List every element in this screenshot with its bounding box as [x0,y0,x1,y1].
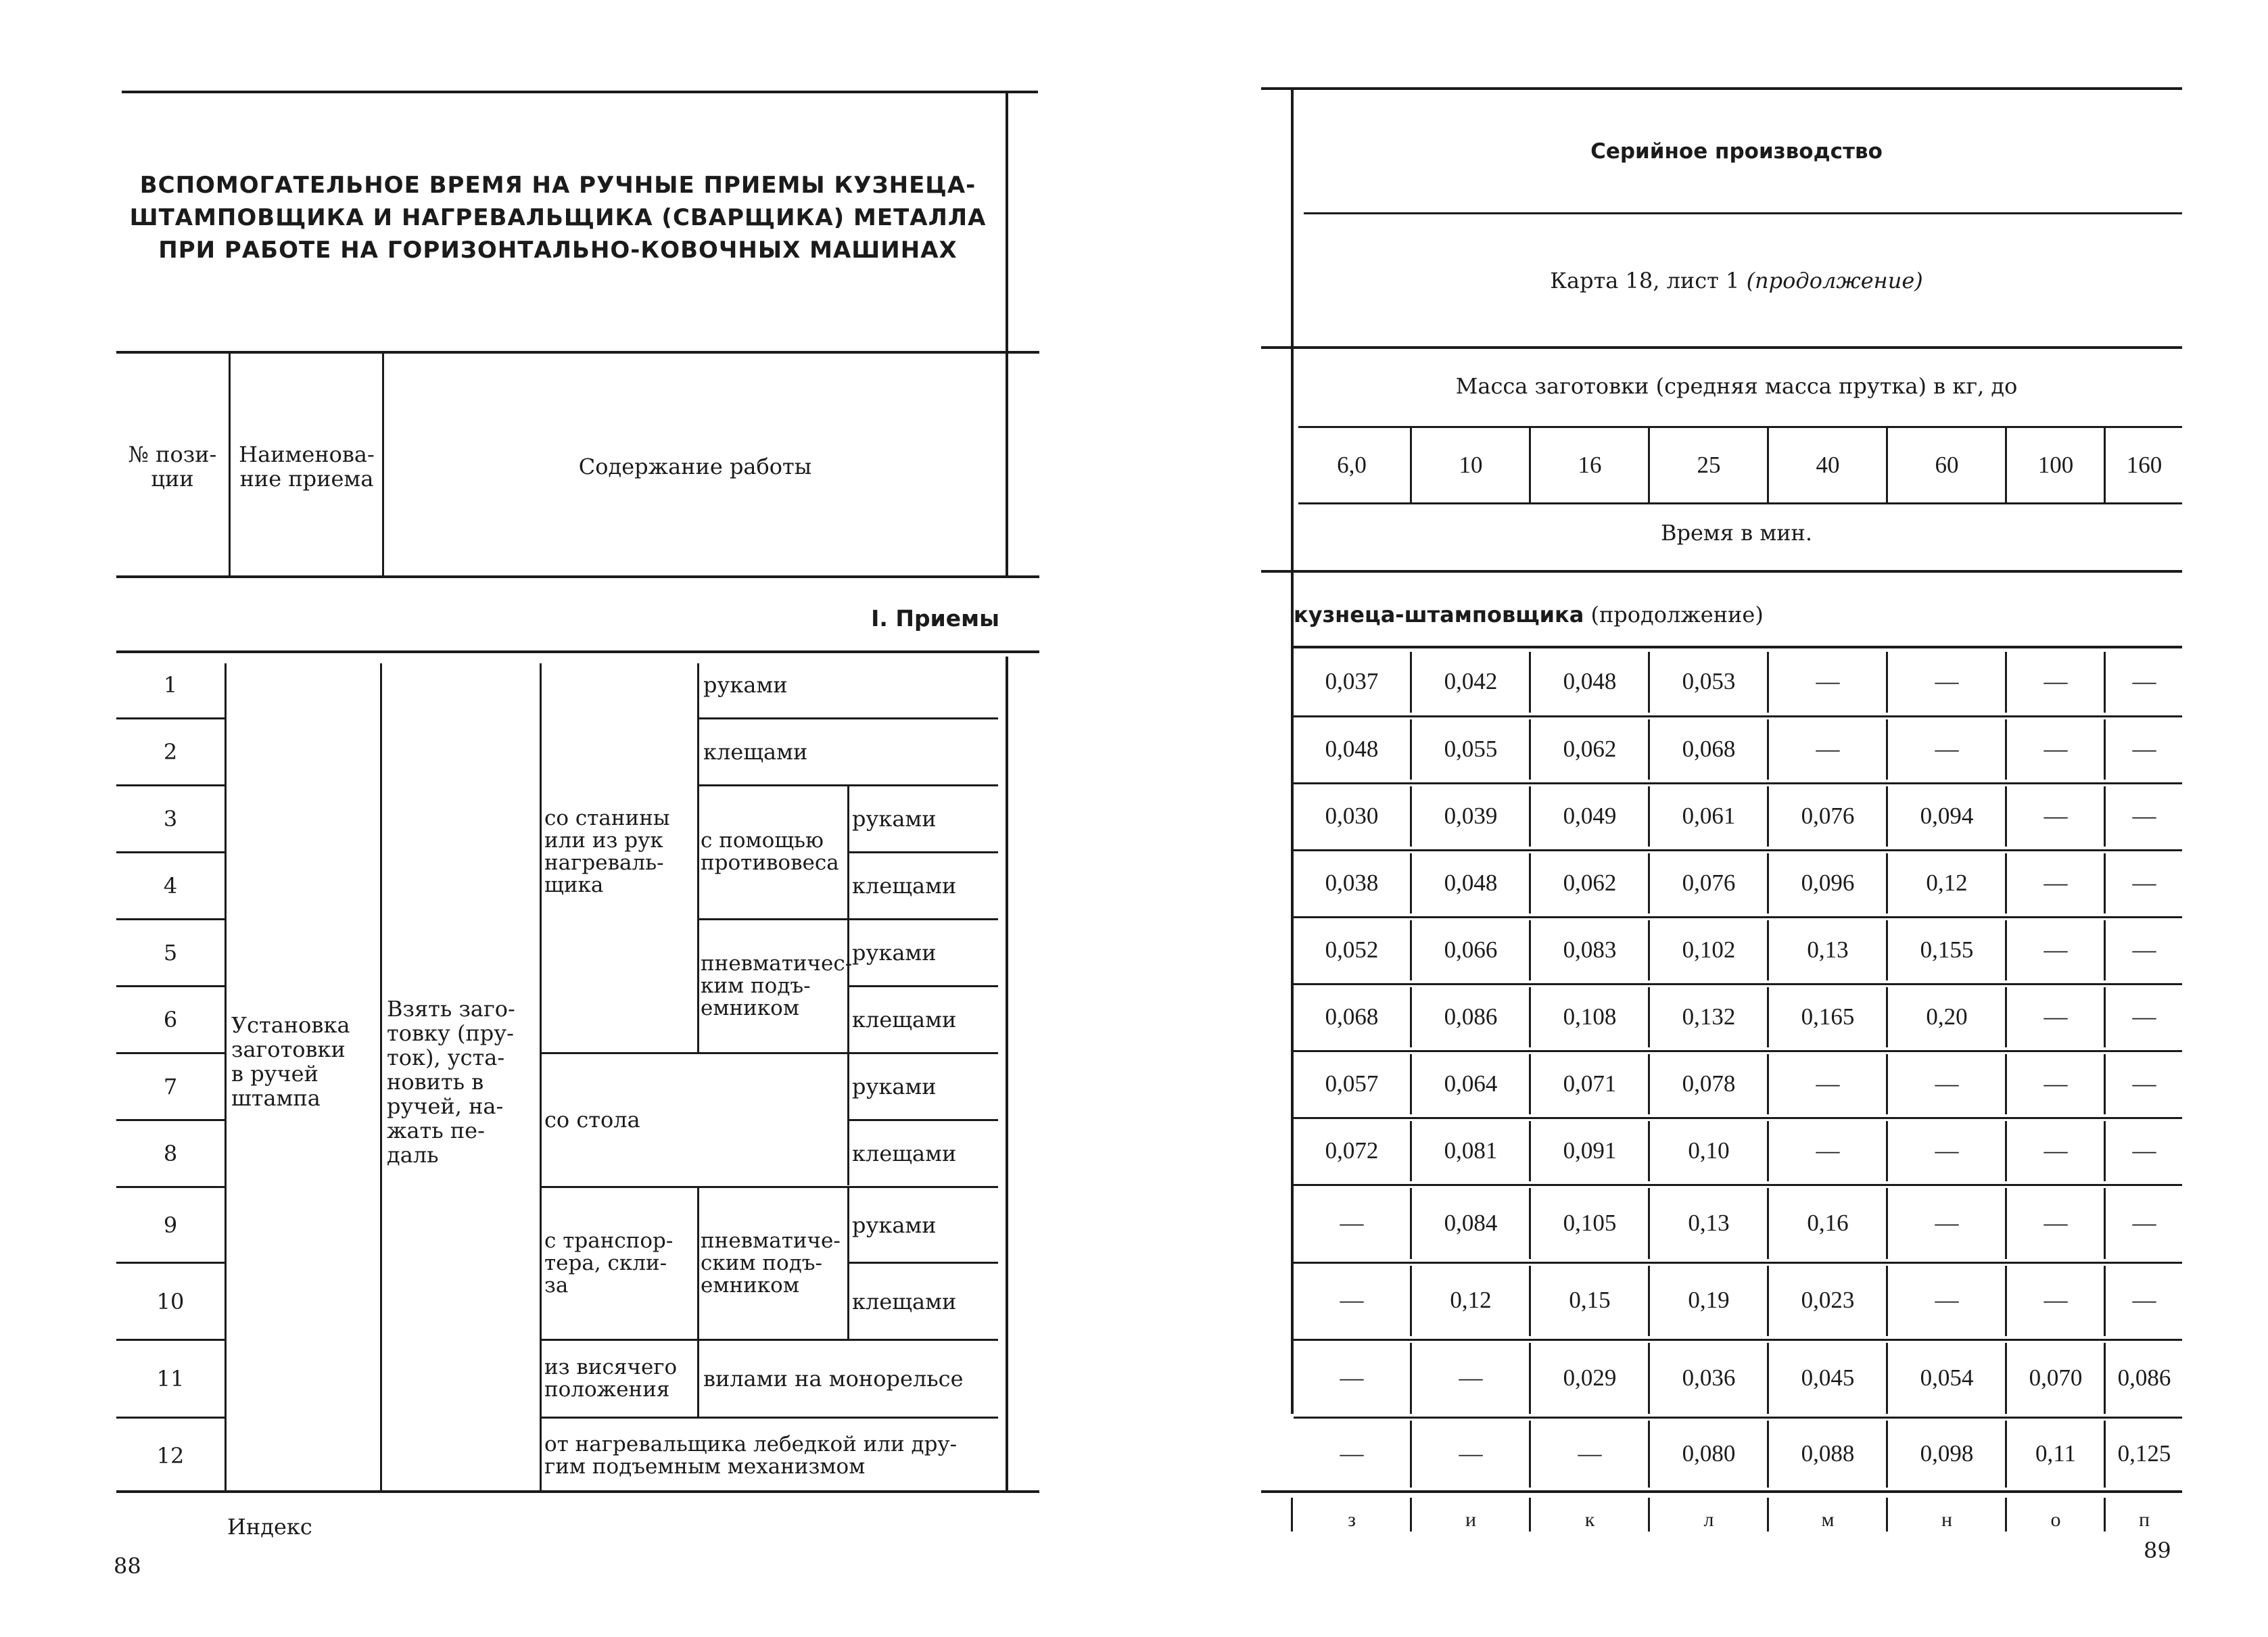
column-rule [2104,1421,2106,1488]
mass-value: 16 [1578,452,1602,478]
column-rule [1410,652,1412,713]
time-label: Время в мин. [1660,520,1813,546]
time-value: — [2132,668,2156,694]
column-rule [2005,719,2007,780]
column-rule [1529,1266,1531,1336]
mass-col-rule [1648,428,1650,502]
column-rule [1410,1188,1412,1259]
column-rule [2005,1121,2007,1181]
card-number: Карта 18, лист 1 [1550,268,1740,293]
time-value: — [2132,1137,2156,1164]
index-col-rule [1767,1498,1769,1532]
row-number: 5 [163,940,178,966]
column-rule [1529,1188,1531,1259]
sub-pneumatic-lift-2: пневматиче- ским подъ- емником [701,1228,841,1298]
time-value: — [2043,735,2068,762]
time-value: 0,13 [1807,936,1849,963]
column-rule [1767,853,1769,914]
sub-from-table: со стола [544,1107,640,1133]
column-rule [2104,987,2106,1047]
column-rule [1648,1054,1650,1114]
time-value: — [2132,735,2156,762]
column-rule [2104,652,2106,713]
table-top-rule [116,650,1039,653]
column-rule [1767,1421,1769,1488]
time-value: 0,070 [2029,1364,2083,1391]
column-rule [1767,719,1769,780]
column-rule [1767,1121,1769,1181]
time-value: — [2132,802,2156,829]
time-value: 0,080 [1682,1440,1736,1467]
time-value: 0,078 [1682,1070,1736,1097]
column-rule [1648,1188,1650,1259]
sub-pneumatic-lift: пневматичес- ким подъ- емником [701,951,853,1020]
col-rule-2 [380,663,382,1490]
column-rule [2005,853,2007,914]
time-value: — [2132,869,2156,896]
time-value: 0,039 [1444,802,1498,829]
index-col-rule [1886,1498,1888,1532]
time-value: 0,072 [1325,1137,1379,1164]
header-top-rule [116,351,1039,354]
time-value: 0,068 [1682,735,1736,762]
index-letter: и [1465,1509,1477,1531]
time-value: 0,125 [2117,1440,2171,1467]
col-rule-3 [540,663,542,1490]
index-col-rule [1410,1498,1412,1532]
column-rule [1767,1188,1769,1259]
method-by-hands: руками [852,940,937,966]
column-rule [1886,652,1888,713]
time-value: — [1459,1440,1483,1467]
column-rule [2104,786,2106,847]
time-value: 0,048 [1563,668,1617,694]
time-value: 0,091 [1563,1137,1617,1164]
top-rule [122,91,1038,93]
index-letter: п [2138,1509,2150,1531]
time-value: 0,088 [1801,1440,1855,1467]
column-rule [1410,920,1412,980]
top-rule-right [1261,87,2182,90]
mass-col-rule [1529,428,1531,502]
rule [1261,346,2182,349]
header-divider-1 [229,351,231,575]
column-rule [2005,1421,2007,1488]
section-label: I. Приемы [871,605,999,632]
time-value: 0,071 [1563,1070,1617,1097]
time-value: — [1935,1137,1959,1164]
column-rule [1886,920,1888,980]
column-rule [2104,853,2106,914]
rule [1298,502,2182,504]
time-value: 0,042 [1444,668,1498,694]
column-rule [1529,719,1531,780]
header-divider-2 [382,351,384,575]
method-by-tongs: клещами [852,1141,957,1166]
column-rule [1886,1421,1888,1488]
time-value: 0,062 [1563,869,1617,896]
column-rule [1529,1343,1531,1414]
time-value: — [2043,1209,2068,1236]
time-value: — [1816,668,1840,694]
page-title: ВСПОМОГАТЕЛЬНОЕ ВРЕМЯ НА РУЧНЫЕ ПРИЕМЫ КУЗНЕЦА-ШТАМПОВЩИКА И НАГРЕВАЛЬЩИКА (СВАРЩИКА) МЕТАЛЛА ПРИ РАБОТЕ НА ГОРИЗОНТАЛЬНО-КОВОЧНЫХ МАШИНАХ [129,172,987,264]
column-rule [1886,1266,1888,1336]
method-by-tongs: клещами [703,739,808,765]
time-value: — [2043,869,2068,896]
time-value: 0,10 [1688,1137,1730,1164]
time-value: — [1340,1364,1364,1391]
time-value: 0,037 [1325,668,1379,694]
header-position-number: № пози- ции [128,442,217,492]
time-value: — [2043,668,2068,694]
column-rule [1886,1343,1888,1414]
time-value: — [1340,1440,1364,1467]
column-rule [1410,786,1412,847]
time-value: 0,030 [1325,802,1379,829]
column-rule [1410,719,1412,780]
section-continuation-tail: (продолжение) [1590,602,1764,627]
column-rule [1767,652,1769,713]
time-value: — [1816,1137,1840,1164]
column-rule [2104,920,2106,980]
column-rule [1648,1121,1650,1181]
time-value: 0,102 [1682,936,1736,963]
column-rule [1529,786,1531,847]
time-value: 0,083 [1563,936,1617,963]
time-value: — [1935,1070,1959,1097]
column-rule [1767,1343,1769,1414]
mass-value: 25 [1697,452,1721,478]
column-rule [1886,1121,1888,1181]
method-by-hands: руками [852,1074,937,1099]
column-rule [1886,987,1888,1047]
method-by-hands: руками [852,806,937,832]
sub-hanging-position: из висячего положения [544,1355,678,1402]
mass-value: 6,0 [1337,452,1367,478]
time-value: 0,132 [1682,1003,1736,1030]
column-rule [2005,652,2007,713]
time-value: 0,076 [1801,802,1855,829]
time-value: 0,12 [1450,1287,1492,1313]
time-value: 0,086 [2117,1364,2171,1391]
time-value: 0,098 [1920,1440,1974,1467]
time-value: 0,023 [1801,1287,1855,1313]
time-value: — [1340,1287,1364,1313]
time-value: 0,086 [1444,1003,1498,1030]
column-rule [1529,1121,1531,1181]
column-rule [1767,1054,1769,1114]
column-rule [2104,1266,2106,1336]
column-rule [1410,987,1412,1047]
column-rule [1648,652,1650,713]
mass-header: Масса заготовки (средняя масса прутка) в кг, до [1455,373,2018,399]
row-number: 3 [163,806,178,832]
column-rule [1767,920,1769,980]
sub-heater-winch: от нагревальщика лебедкой или дру- гим подъемным механизмом [544,1432,958,1479]
column-rule [1648,1421,1650,1488]
time-value: 0,029 [1563,1364,1617,1391]
sub-from-stand: со станины или из рук нагреваль- щика [544,806,670,897]
index-col-rule [1291,1498,1293,1532]
column-rule [1529,1054,1531,1114]
time-value: — [1935,1209,1959,1236]
time-value: — [2132,1070,2156,1097]
column-rule [2005,786,2007,847]
column-rule [1410,1343,1412,1414]
title-box-right-rule [1006,91,1008,351]
time-value: 0,048 [1444,869,1498,896]
mass-value: 160 [2126,452,2163,478]
time-value: — [1816,1070,1840,1097]
time-value: — [1459,1364,1483,1391]
mass-col-rule [2104,428,2106,502]
row-number: 2 [163,739,178,765]
column-rule [1648,920,1650,980]
time-value: 0,036 [1682,1364,1736,1391]
time-value: — [2043,1137,2068,1164]
time-value: 0,20 [1926,1003,1968,1030]
index-col-rule [2104,1498,2106,1532]
time-value: 0,054 [1920,1364,1974,1391]
column-rule [1410,853,1412,914]
time-value: 0,12 [1926,869,1968,896]
production-type: Серийное производство [1590,139,1883,164]
time-value: 0,048 [1325,735,1379,762]
column-rule [1886,853,1888,914]
time-value: 0,15 [1569,1287,1611,1313]
time-value: — [2043,802,2068,829]
time-value: 0,076 [1682,869,1736,896]
time-value: — [1935,735,1959,762]
column-rule [1410,1054,1412,1114]
index-letter: л [1703,1509,1714,1531]
column-rule [2005,1188,2007,1259]
header-work-content: Содержание работы [578,454,812,479]
method-by-tongs: клещами [852,1288,957,1314]
time-value: — [1816,735,1840,762]
time-value: 0,108 [1563,1003,1617,1030]
time-value: 0,084 [1444,1209,1498,1236]
column-rule [1648,719,1650,780]
rule [1261,570,2182,573]
time-value: 0,068 [1325,1003,1379,1030]
header-right-rule [1006,351,1008,575]
time-value: 0,066 [1444,936,1498,963]
index-label: Индекс [227,1514,312,1540]
mass-col-rule [1886,428,1888,502]
rule [1304,212,2182,214]
sub-col-rule-a [697,663,699,1052]
column-rule [1529,1421,1531,1488]
mass-value: 60 [1935,452,1959,478]
time-value: — [1578,1440,1602,1467]
section-continuation-title: кузнеца-штамповщика [1294,602,1584,627]
time-value: — [1935,1287,1959,1313]
column-rule [2005,1266,2007,1336]
column-rule [1886,786,1888,847]
row-number: 1 [163,672,178,698]
time-value: — [2132,1287,2156,1313]
row-number: 4 [163,873,178,899]
column-rule [1767,786,1769,847]
column-rule [2104,719,2106,780]
column-rule [1648,786,1650,847]
table-bottom-rule-right [1261,1490,2182,1493]
column-rule [1410,1266,1412,1336]
index-col-rule [1529,1498,1531,1532]
time-value: 0,081 [1444,1137,1498,1164]
column-rule [1648,853,1650,914]
time-value: — [2043,1287,2068,1313]
column-rule [2005,920,2007,980]
column-rule [1529,652,1531,713]
time-value: — [2043,936,2068,963]
row-number: 6 [163,1007,178,1033]
method-by-tongs: клещами [852,873,957,899]
index-letter: м [1821,1509,1835,1531]
time-value: 0,064 [1444,1070,1498,1097]
time-value: — [2132,1003,2156,1030]
time-value: — [1935,668,1959,694]
method-by-hands: руками [852,1212,937,1238]
time-value: — [2043,1003,2068,1030]
time-value: 0,062 [1563,735,1617,762]
row-number: 8 [163,1141,178,1166]
column-rule [2104,1121,2106,1181]
time-value: 0,096 [1801,869,1855,896]
time-value: 0,155 [1920,936,1974,963]
operation-action: Взять заго- товку (пру- ток), уста- новить в ручей, на- жать пе- даль [387,996,515,1168]
time-value: 0,049 [1563,802,1617,829]
time-value: 0,045 [1801,1364,1855,1391]
index-letter: з [1348,1509,1356,1531]
column-rule [1648,987,1650,1047]
column-rule [2005,987,2007,1047]
time-value: 0,052 [1325,936,1379,963]
row-number: 11 [156,1366,185,1392]
column-rule [1886,1054,1888,1114]
mass-value: 40 [1816,452,1840,478]
method-by-tongs: клещами [852,1007,957,1033]
column-rule [1648,1266,1650,1336]
column-rule [1410,1121,1412,1181]
index-letter: н [1941,1509,1953,1531]
page-number-left: 88 [114,1553,141,1579]
column-rule [1886,1188,1888,1259]
page-number-right: 89 [2144,1538,2171,1563]
method-by-hands: руками [703,672,788,698]
sub-counterweight: с помощью противовеса [701,828,839,875]
mass-value: 10 [1459,452,1483,478]
index-letter: о [2050,1509,2061,1531]
column-rule [1648,1343,1650,1414]
time-value: 0,057 [1325,1070,1379,1097]
time-value: 0,105 [1563,1209,1617,1236]
row-number: 12 [156,1443,185,1469]
time-value: 0,053 [1682,668,1736,694]
header-bottom-rule [116,575,1039,578]
sub-col-rule-d [697,1188,699,1339]
column-rule [1529,920,1531,980]
column-rule [1410,1421,1412,1488]
column-rule [2005,1343,2007,1414]
row-number: 9 [163,1212,178,1238]
time-value: 0,094 [1920,802,1974,829]
column-rule [2104,1188,2106,1259]
column-rule [2104,1343,2106,1414]
sub-col-rule-f [697,1341,699,1417]
time-value: 0,165 [1801,1003,1855,1030]
column-rule [2104,1054,2106,1114]
time-value: — [1340,1209,1364,1236]
time-value: 0,11 [2035,1440,2076,1467]
column-rule [1529,987,1531,1047]
time-value: — [2132,1209,2156,1236]
mass-col-rule [2005,428,2007,502]
table-right-rule [1006,657,1008,1490]
time-value: 0,13 [1688,1209,1730,1236]
column-rule [1886,719,1888,780]
mass-col-rule [1767,428,1769,502]
operation-name: Установка заготовки в ручей штампа [231,1012,350,1111]
column-rule [1529,853,1531,914]
time-value: — [2132,936,2156,963]
time-value: — [2043,1070,2068,1097]
col-rule-1 [225,663,227,1490]
time-value: 0,061 [1682,802,1736,829]
column-rule [1767,1266,1769,1336]
row-number: 7 [163,1074,178,1099]
sub-monorail: вилами на монорельсе [703,1366,964,1392]
time-value: 0,19 [1688,1287,1730,1313]
header-operation-name: Наименова- ние приема [239,442,375,492]
index-letter: к [1584,1509,1595,1531]
section-continuation [1294,602,1764,627]
time-value: 0,16 [1807,1209,1849,1236]
card-reference [1294,264,2179,298]
table-bottom-rule [116,1490,1039,1493]
mass-col-rule [1410,428,1412,502]
mass-value: 100 [2037,452,2074,478]
column-rule [2005,1054,2007,1114]
sub-from-conveyor: с транспор- тера, скли- за [544,1228,674,1298]
card-continuation: (продолжение) [1746,268,1923,293]
index-col-rule [2005,1498,2007,1532]
time-value: 0,038 [1325,869,1379,896]
row-number: 10 [156,1288,185,1314]
column-rule [1767,987,1769,1047]
time-value: 0,055 [1444,735,1498,762]
index-col-rule [1648,1498,1650,1532]
